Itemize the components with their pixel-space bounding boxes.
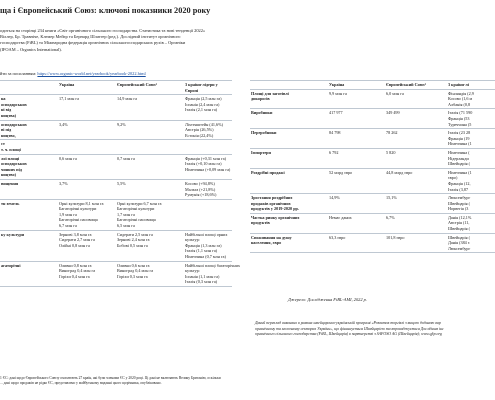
ack-line: органічному та молочному секторах України», що фінансується Швейцарією та впроваджується Дослідним інс: [255, 326, 444, 331]
page-title: ща і Європейський Союз: ключові показники 2020 року: [0, 6, 211, 15]
ukraine-value: [328, 129, 385, 149]
table-row: [0, 179, 232, 199]
table-row: [250, 148, 495, 168]
top-countries-line: Франція (+0,31 млн га): [185, 155, 227, 161]
ukraine-value-line: 9,9 млн га: [329, 90, 347, 96]
top-countries-line: Іспанія (2,4 млн га): [185, 101, 220, 107]
ukraine-value: [328, 213, 385, 233]
ukraine-value: [58, 140, 116, 154]
top-countries-line: Данія (384 є: [448, 240, 470, 246]
eu-value-line: Багаторічні пасовища: [117, 217, 156, 223]
top-countries: [447, 148, 495, 168]
table-row: [0, 120, 232, 140]
top-countries: [184, 179, 232, 199]
top-countries-line: Косово (1,6 м: [448, 96, 473, 102]
data-source-note: Джерело: Дослідження FiBL-AMI, 2022 р.: [288, 297, 367, 302]
row-label-line: Споживання на душу: [251, 234, 292, 240]
row-label-line: Частка ринку органічних: [251, 214, 300, 220]
table-row: [0, 95, 232, 120]
eu-value: [385, 148, 447, 168]
row-label-line: населення, євро: [251, 240, 282, 246]
top-countries-line: Косово (+94,8%): [185, 180, 215, 186]
intro-line: господарства (FiBL) та Міжнародна федерація органічних сільськогосподарських рухів – Органіки: [0, 40, 186, 46]
eu-value-line: 9,2%: [117, 121, 126, 127]
row-label-line: тн земель: [1, 200, 20, 206]
table-row: [250, 213, 495, 233]
row-label: [250, 213, 328, 233]
eu-value: [385, 168, 447, 193]
ukraine-value-line: Немає даних: [329, 214, 352, 220]
top-countries-line: Люксембург: [448, 195, 471, 201]
eu-value: [116, 154, 184, 179]
ukraine-value-line: 417 977: [329, 110, 343, 116]
table-row: [250, 233, 495, 253]
eu-value-line: 6,5 млн га: [117, 223, 135, 229]
top-countries-line: Фінляндія (2,9: [448, 90, 474, 96]
ukraine-value-line: 1,9 млн га: [59, 211, 77, 217]
top-countries-line: Швейцарія (: [448, 161, 471, 167]
top-countries-line: Туреччина (5: [448, 121, 472, 127]
table-row: [250, 194, 495, 214]
ukraine-value-line: Багаторічні пасовища: [59, 217, 98, 223]
row-label-line: осподарських: [1, 101, 27, 107]
row-label: [250, 194, 328, 214]
row-label-line: ст: [1, 141, 5, 147]
row-label: [0, 261, 58, 286]
ukraine-value-line: 17,1 млн га: [59, 96, 79, 102]
eu-value: [385, 233, 447, 253]
table-row: [0, 230, 232, 261]
row-label-line: чинних під: [1, 166, 22, 172]
ukraine-value-line: 63,3 євро: [329, 234, 346, 240]
ukraine-value-line: 6 792: [329, 149, 339, 155]
ukraine-value: [328, 148, 385, 168]
eu-value: [385, 213, 447, 233]
ukraine-value: [58, 261, 116, 286]
eu-value-line: Оливки 0,6 млн га: [117, 262, 150, 268]
footnote-line: ... дані щодо продажів не рідко ЄС, представлено у майбутньому виданні цього щорічника, опубліковано.: [0, 381, 162, 385]
ukraine-value-line: Горіхи 0,4 млн га: [59, 273, 90, 279]
footnote-line: 1 ЄС: дані щодо Європейського Союзу охоплюють 27 країн, які були членами ЄС у 2020 році. Ці дані не включають Велику Британію, оскільки: [0, 376, 221, 380]
top-countries-line: Італія (23 28: [448, 130, 471, 136]
ukraine-value-line: 0,6 млн га: [59, 155, 77, 161]
column-header: Європейський Союз¹: [116, 81, 184, 95]
ukraine-value-line: 52 млрд євро: [329, 169, 353, 175]
row-label: [250, 89, 328, 109]
row-label-line: продуктів: [251, 220, 270, 226]
row-label-line: дикоросів: [251, 96, 270, 102]
top-countries-line: Італія (+0,10 млн га): [185, 161, 222, 167]
top-countries-line: Ліхтенштейн (41,6%): [185, 121, 223, 127]
top-countries: [447, 213, 495, 233]
eu-value-line: Сидерати 2,5 млн га: [117, 231, 153, 237]
eu-value: [116, 261, 184, 286]
table-row: [250, 168, 495, 193]
eu-value: [385, 129, 447, 149]
row-label: [250, 129, 328, 149]
top-countries-line: Німеччина (: [448, 149, 470, 155]
eu-value: [116, 199, 184, 230]
column-header: Європейський Союз¹: [385, 81, 447, 90]
ukraine-value-line: Виноград 0,4 млн га: [59, 268, 96, 274]
top-countries-line: Швейцарія (: [448, 200, 471, 206]
ukraine-value-line: 14,9%: [329, 195, 340, 201]
row-label-line: ні від: [1, 107, 12, 113]
table-row: [250, 129, 495, 149]
row-label-line: ництво): [1, 172, 17, 178]
eu-value-line: Орні культури 6,7 млн га: [117, 200, 162, 206]
row-label-line: ку культури: [1, 231, 25, 237]
top-countries: [447, 109, 495, 129]
top-countries: [447, 89, 495, 109]
row-label-line: Зростання роздрібних: [251, 195, 293, 201]
eu-value-line: 78 262: [386, 130, 398, 136]
footnote: [0, 376, 232, 386]
row-label-line: осподарських: [1, 121, 27, 127]
top-countries: [184, 95, 232, 120]
intro-line: одиться на сторінці 234 книги «Світ органічного сільського господарства. Статистика та нові тенденції 2022»: [0, 28, 206, 33]
top-countries-line: Італія (3,87: [448, 186, 469, 192]
top-countries-line: Люксембург: [448, 245, 471, 251]
top-countries: [184, 140, 232, 154]
eu-value-line: Зернові 2,4 млн га: [117, 237, 150, 243]
table-row: [0, 199, 232, 230]
top-countries-line: Німеччина (0,7 млн га): [185, 254, 226, 260]
ack-line: органічного сільського господарства (FiBL, Швейцарія) в партнерстві з SAFOSO AG (Швейцарія); www.qftp.org: [255, 332, 442, 337]
eu-value-line: 15,1%: [386, 195, 397, 201]
column-header: 3 країни-лідери у Європі: [184, 81, 232, 95]
eu-value: [116, 230, 184, 261]
top-countries: [184, 261, 240, 286]
ukraine-value-line: 3,4%: [59, 121, 68, 127]
ukraine-value: [58, 120, 116, 140]
ukraine-value-line: 84 798: [329, 130, 341, 136]
ukraine-value: [328, 89, 385, 109]
top-countries-line: Франція (53: [448, 115, 470, 121]
right-indicators-table: [250, 80, 495, 253]
source-line: [0, 71, 235, 76]
eu-value-line: 349 499: [386, 110, 400, 116]
top-countries-line: Німеччина (1: [448, 141, 472, 147]
top-countries: [447, 129, 495, 149]
eu-value: [116, 120, 184, 140]
top-countries: [184, 230, 232, 261]
ukraine-value-line: Зернові 3,8 млн га: [59, 231, 92, 237]
row-label: [0, 140, 58, 154]
row-label: [0, 230, 58, 261]
top-countries-line: культур:: [185, 268, 200, 274]
top-countries-line: Італія (71 590: [448, 110, 473, 116]
table-header-row: [250, 81, 495, 90]
top-countries-line: євро): [448, 175, 458, 181]
eu-value-line: Бобові 0,5 млн га: [117, 242, 148, 248]
eu-value: [116, 140, 184, 154]
top-countries-line: Франція (12,: [448, 180, 471, 186]
top-countries-line: Швейцарія (: [448, 234, 471, 240]
row-label: [250, 168, 328, 193]
eu-value-line: 6,0 млн га: [386, 90, 404, 96]
column-header: Україна: [58, 81, 116, 95]
row-label-line: ництво,: [1, 132, 16, 138]
top-countries-line: Найбільші площі багаторічних: [185, 262, 240, 268]
top-countries-line: Нідерланди: [448, 155, 469, 161]
ukraine-value-line: 6,7 млн га: [59, 223, 77, 229]
intro-line: (IFOAM – Organics International).: [0, 46, 62, 52]
ukraine-value-line: Оливки 0,8 млн га: [59, 262, 92, 268]
ack-line: Даний переклад виконано в рамках швейцарсько-українській програмі «Розвиток торгівлі з вищою доданою вар: [255, 321, 441, 325]
top-countries-line: Норвегія (3: [448, 206, 469, 212]
ukraine-value-line: 3,7%: [59, 180, 68, 186]
row-label-line: Переробники: [251, 130, 277, 136]
top-countries-line: Німеччина (+0,09 млн га): [185, 166, 231, 172]
eu-value-line: 5,5%: [117, 180, 126, 186]
row-label-line: Виробники: [251, 110, 273, 116]
top-countries-line: Італія (1,1 млн га): [185, 248, 218, 254]
top-countries: [184, 154, 232, 179]
row-label-line: продуктів у 2019-2020 рр.: [251, 206, 299, 212]
row-label-line: осподарських: [1, 161, 27, 167]
ukraine-value: [58, 230, 116, 261]
source-prefix: йти за посиланням:: [0, 71, 37, 76]
row-label-line: агаторічні: [1, 262, 21, 268]
row-label-line: Площі для заготівлі: [251, 90, 289, 96]
table-row: [0, 261, 232, 286]
row-label-line: ництва): [1, 112, 17, 118]
row-label: [0, 154, 58, 179]
row-label-line: вищення: [1, 180, 19, 186]
eu-value: [385, 89, 447, 109]
top-countries-line: Мальта (+21,8%): [185, 186, 216, 192]
row-label-line: Імпортери: [251, 149, 271, 155]
eu-value: [116, 95, 184, 120]
ukraine-value-line: Орні культури 8,1 млн га: [59, 200, 104, 206]
eu-value-line: 1,7 млн га: [117, 211, 135, 217]
row-label: [0, 199, 58, 230]
row-label-line: лої площі: [1, 155, 20, 161]
eu-value-line: 5 820: [386, 149, 396, 155]
ukraine-value: [328, 233, 385, 253]
ukraine-value: [328, 194, 385, 214]
top-countries-line: культур:: [185, 237, 200, 243]
column-header: [0, 81, 58, 95]
table-row: [0, 154, 232, 179]
row-label-line: т. ч. площі: [1, 146, 21, 152]
top-countries: [447, 194, 495, 214]
top-countries-line: Франція (1,3 млн га): [185, 242, 222, 248]
row-label-line: ві під: [1, 127, 12, 133]
yearbook-link[interactable]: https://www.organic-world.net/yearbook/yearbook-2022.html: [37, 71, 146, 76]
top-countries-line: Австрія (26,5%): [185, 127, 214, 133]
acknowledgement-note: [255, 321, 495, 338]
eu-value: [385, 194, 447, 214]
ukraine-value-line: Олійні 0,8 млн га: [59, 242, 90, 248]
eu-value-line: 44,8 млрд євро: [386, 169, 413, 175]
top-countries-line: Румунія (+18,6%): [185, 192, 217, 198]
row-label-line: продажів органічних: [251, 200, 291, 206]
table-row: [250, 109, 495, 129]
intro-paragraph: [0, 28, 235, 53]
eu-value-line: 101,8 євро: [386, 234, 405, 240]
row-label-line: Роздрібні продажі: [251, 169, 285, 175]
column-header: 3 країни-лі: [447, 81, 495, 90]
ukraine-value-line: Багаторічні культури: [59, 206, 97, 212]
top-countries-line: Іспанія (1,1 млн га): [185, 273, 220, 279]
top-countries: [447, 233, 495, 253]
row-label: [250, 148, 328, 168]
top-countries-line: Франція (19: [448, 135, 470, 141]
table-header-row: [0, 81, 232, 95]
top-countries-line: Найбільші площі орних: [185, 231, 228, 237]
top-countries: [447, 168, 495, 193]
top-countries-line: Данія (12,1%: [448, 214, 472, 220]
intro-line: Віллер, Бр. Травніче, Клемер Мейєр та Бернард Шлатгер (ред.). Дослідний інститут органічного: [0, 34, 181, 40]
row-label: [0, 95, 58, 120]
table-row: [250, 89, 495, 109]
table-row: [0, 140, 232, 154]
ukraine-value: [328, 109, 385, 129]
ukraine-value: [328, 168, 385, 193]
row-label: [0, 179, 58, 199]
eu-value: [116, 179, 184, 199]
top-countries-line: Франція (2,5 млн га): [185, 96, 222, 102]
row-label-line: на: [1, 96, 6, 102]
top-countries: [184, 199, 232, 230]
ukraine-value: [58, 154, 116, 179]
top-countries-line: Австрія (11,: [448, 220, 470, 226]
eu-value-line: Виноград 0,4 млн га: [117, 268, 154, 274]
row-label: [0, 120, 58, 140]
row-label: [250, 109, 328, 129]
eu-value: [385, 109, 447, 129]
row-label: [250, 233, 328, 253]
eu-value-line: 6,7%: [386, 214, 395, 220]
ukraine-value: [58, 179, 116, 199]
eu-value-line: 0,7 млн га: [117, 155, 135, 161]
top-countries: [184, 120, 232, 140]
eu-value-line: Горіхи 0,3 млн га: [117, 273, 148, 279]
ukraine-value-line: Сидерати 2,7 млн га: [59, 237, 95, 243]
column-header: Україна: [328, 81, 385, 90]
top-countries-line: Естонія (22,4%): [185, 132, 214, 138]
eu-value-line: Багаторічні культури: [117, 206, 155, 212]
left-indicators-table: [0, 80, 240, 287]
top-countries-line: Німеччина (1: [448, 169, 472, 175]
ukraine-value: [58, 199, 116, 230]
ukraine-value: [58, 95, 116, 120]
column-header: [250, 81, 328, 90]
top-countries-line: Швейцарія (: [448, 226, 471, 232]
top-countries-line: Італія (0,3 млн га): [185, 279, 218, 285]
top-countries-line: Албанія (0,8: [448, 101, 471, 107]
top-countries-line: Італія (2,1 млн га): [185, 107, 218, 113]
eu-value-line: 14,9 млн га: [117, 96, 137, 102]
